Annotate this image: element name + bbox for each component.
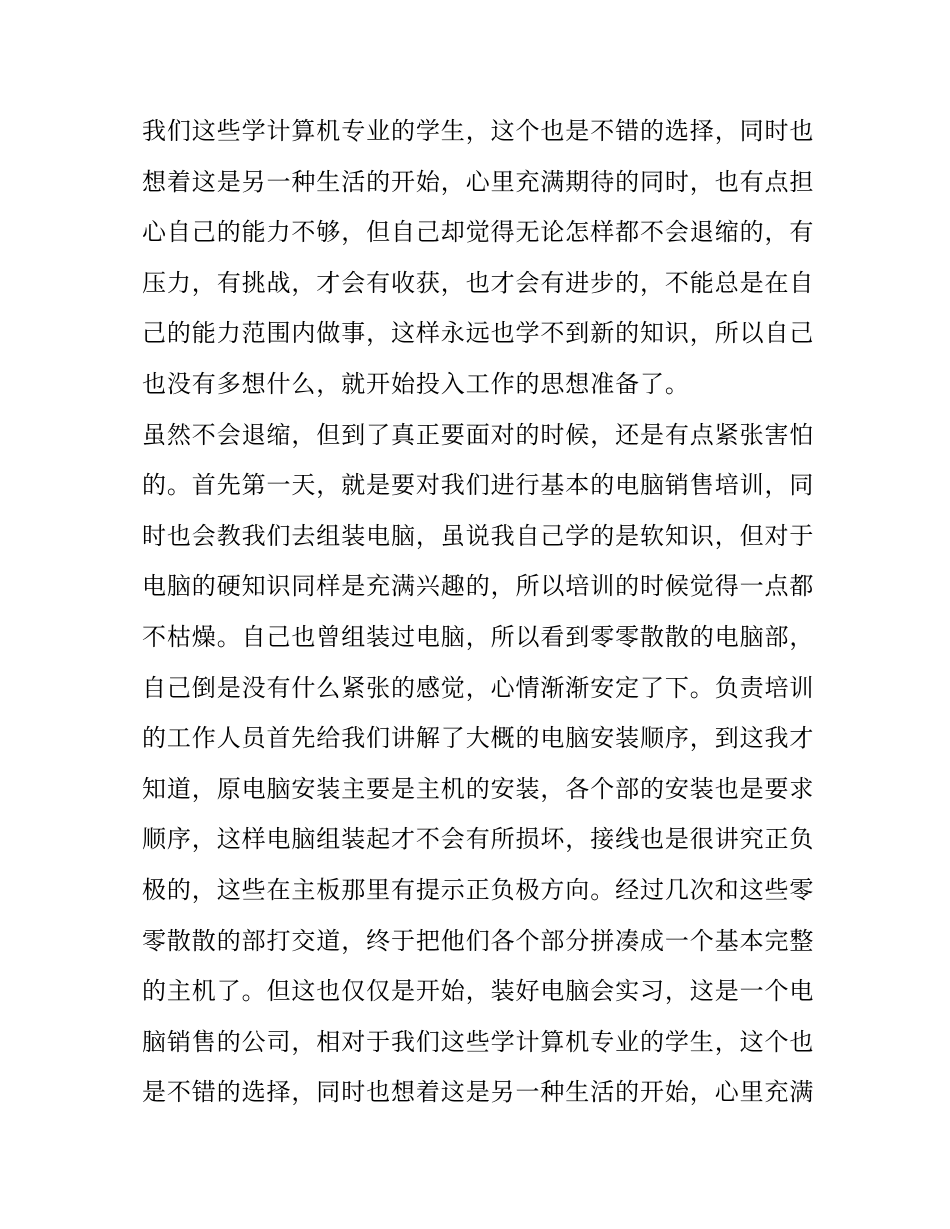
text-line: 的主机了。但这也仅仅是开始，装好电脑会实习，这是一个电	[142, 977, 815, 1006]
text-line: 时也会教我们去组装电脑，虽说我自己学的是软知识，但对于	[142, 521, 815, 550]
text-line: 我们这些学计算机专业的学生，这个也是不错的选择，同时也	[142, 117, 815, 145]
text-line: 心自己的能力不够，但自己却觉得无论怎样都不会退缩的，有	[142, 218, 815, 247]
text-line: 也没有多想什么，就开始投入工作的思想准备了。	[142, 369, 690, 398]
text-line: 是不错的选择，同时也想着这是另一种生活的开始，心里充满	[142, 1078, 815, 1107]
text-line: 极的，这些在主板那里有提示正负极方向。经过几次和这些零	[142, 875, 815, 904]
text-line: 零散散的部打交道，终于把他们各个部分拼凑成一个基本完整	[142, 926, 815, 955]
text-line: 顺序，这样电脑组装起才不会有所损坏，接线也是很讲究正负	[142, 825, 815, 854]
document-body	[142, 106, 815, 1118]
text-line: 知道，原电脑安装主要是主机的安装，各个部的安装也是要求	[142, 774, 815, 803]
text-line: 电脑的硬知识同样是充满兴趣的，所以培训的时候觉得一点都	[142, 572, 815, 601]
text-line: 己的能力范围内做事，这样永远也学不到新的知识，所以自己	[142, 319, 815, 348]
text-line: 的。首先第一天，就是要对我们进行基本的电脑销售培训，同	[142, 471, 815, 500]
text-line: 的工作人员首先给我们讲解了大概的电脑安装顺序，到这我才	[142, 724, 815, 753]
text-line: 自己倒是没有什么紧张的感觉，心情渐渐安定了下。负责培训	[142, 673, 815, 702]
text-line: 不枯燥。自己也曾组装过电脑，所以看到零零散散的电脑部，	[142, 622, 815, 651]
text-line: 想着这是另一种生活的开始，心里充满期待的同时，也有点担	[142, 167, 815, 196]
text-line: 脑销售的公司，相对于我们这些学计算机专业的学生，这个也	[142, 1027, 815, 1056]
text-line: 虽然不会退缩，但到了真正要面对的时候，还是有点紧张害怕	[142, 420, 815, 449]
text-line: 压力，有挑战，才会有收获，也才会有进步的，不能总是在自	[142, 268, 815, 297]
